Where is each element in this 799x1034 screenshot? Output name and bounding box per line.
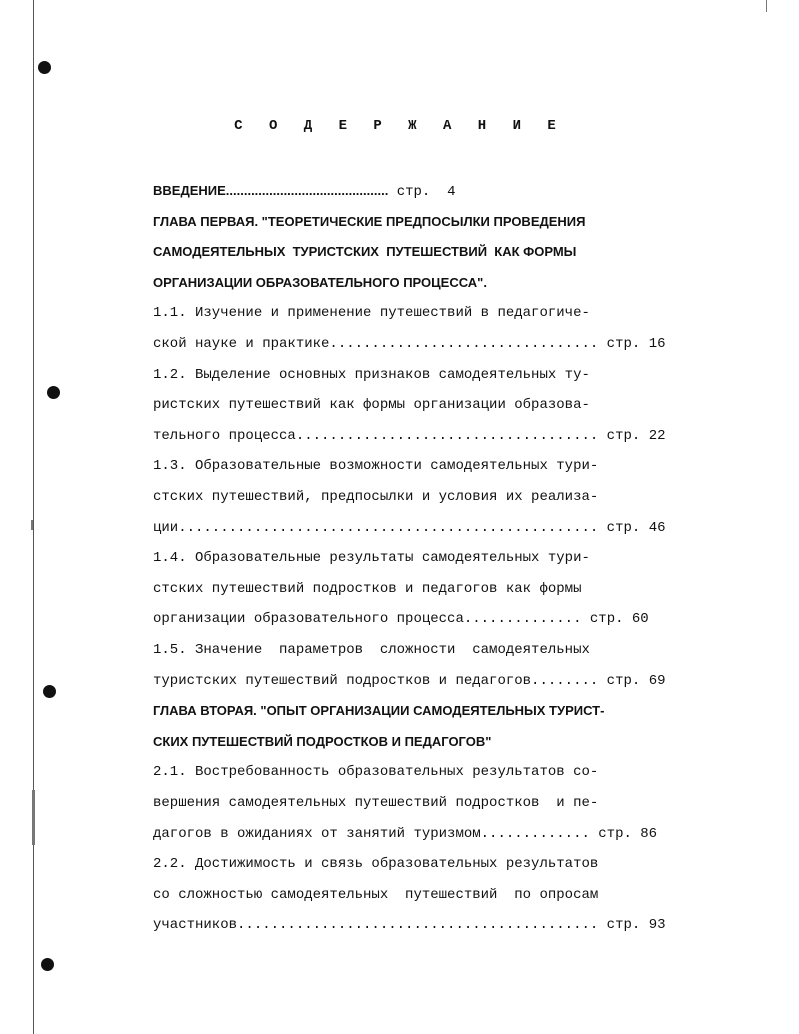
toc-line: [153, 884, 708, 906]
toc-entry-text: вершения самодеятельных путешествий подростков и пе-: [153, 795, 599, 811]
toc-line: [153, 853, 708, 875]
toc-line: [153, 241, 708, 263]
toc-line: [153, 547, 708, 569]
scan-edge-line: [33, 0, 34, 1034]
toc-entry-text: ристских путешествий как формы организации образова-: [153, 397, 590, 414]
toc-line: [153, 302, 708, 324]
toc-line: [153, 180, 708, 202]
toc-entry-text: стских путешествий, предпосылки и условия их реализа-: [153, 489, 599, 505]
toc-entry-text: СКИХ ПУТЕШЕСТВИЙ ПОДРОСТКОВ И ПЕДАГОГОВ": [153, 733, 492, 749]
toc-page-number: стр. 86: [589, 825, 658, 842]
toc-line: [153, 670, 708, 692]
toc-line: [153, 914, 708, 936]
toc-entry-text: организации образовательного процесса..............: [153, 611, 582, 628]
punch-hole-icon: [47, 386, 60, 399]
toc-entry-text: 1.3. Образовательные возможности самодеятельных тури-: [153, 458, 599, 475]
toc-line: [153, 792, 708, 814]
toc-line: [153, 425, 708, 447]
toc-entry-text: 2.1. Востребованность образовательных результатов со-: [153, 764, 599, 781]
page-title: С О Д Е Р Ж А Н И Е: [234, 118, 565, 134]
toc-entry-text: ской науке и практике................................: [153, 336, 599, 352]
toc-page-number: стр. 93: [598, 917, 666, 934]
toc-entry-text: 2.2. Достижимость и связь образовательных результатов: [153, 856, 599, 873]
toc-line: [153, 333, 708, 355]
toc-page-number: стр. 60: [581, 611, 649, 628]
punch-hole-icon: [41, 958, 54, 971]
toc-entry-text: участников...........................................: [153, 917, 599, 934]
toc-line: [153, 211, 708, 233]
toc-entry-text: 1.4. Образовательные результаты самодеятельных тури-: [153, 550, 590, 567]
toc-page-number: стр. 46: [598, 519, 666, 536]
toc-entry-text: стских путешествий подростков и педагогов как формы: [153, 580, 582, 597]
toc-entry-text: ОРГАНИЗАЦИИ ОБРАЗОВАТЕЛЬНОГО ПРОЦЕССА".: [153, 274, 487, 290]
toc-entry-text: со сложностью самодеятельных путешествий по опросам: [153, 886, 599, 903]
toc-entry-text: САМОДЕЯТЕЛЬНЫХ ТУРИСТСКИХ ПУТЕШЕСТВИЙ КАК ФОРМЫ: [153, 244, 577, 260]
toc-line: [153, 639, 708, 661]
toc-entry-text: дагогов в ожиданиях от занятий туризмом.............: [153, 825, 590, 842]
toc-line: [153, 455, 708, 477]
toc-entry-text: 1.5. Значение параметров сложности самодеятельных: [153, 642, 590, 658]
toc-line: [153, 272, 708, 294]
scan-artifact: [32, 790, 35, 845]
toc-page-number: стр. 69: [598, 672, 666, 689]
toc-page-number: стр. 16: [598, 336, 666, 352]
toc-line: [153, 731, 708, 753]
toc-entry-text: 1.2. Выделение основных признаков самодеятельных ту-: [153, 366, 590, 383]
toc-line: [153, 761, 708, 783]
toc-entry-text: ГЛАВА ПЕРВАЯ. "ТЕОРЕТИЧЕСКИЕ ПРЕДПОСЫЛКИ ПРОВЕДЕНИЯ: [153, 213, 586, 229]
punch-hole-icon: [38, 61, 51, 74]
toc-line: [153, 486, 708, 508]
scan-artifact: [766, 0, 767, 12]
toc-line: [153, 364, 708, 386]
toc-line: [153, 823, 708, 845]
toc-entry-text: ГЛАВА ВТОРАЯ. "ОПЫТ ОРГАНИЗАЦИИ САМОДЕЯТЕЛЬНЫХ ТУРИСТ-: [153, 703, 605, 719]
scan-artifact: [31, 520, 33, 530]
toc-entry-text: ции..................................................: [153, 519, 599, 536]
toc-entry-text: 1.1. Изучение и применение путешествий в педагогиче-: [153, 305, 590, 322]
toc-line: [153, 578, 708, 600]
toc-line: [153, 394, 708, 416]
toc-page-number: стр. 22: [598, 427, 666, 444]
toc-page-number: стр. 4: [388, 184, 456, 200]
toc-entry-text: туристских путешествий подростков и педагогов........: [153, 672, 599, 689]
toc-line: [153, 517, 708, 539]
toc-line: [153, 700, 708, 722]
toc-entry-text: ВВЕДЕНИЕ.............................................: [153, 183, 389, 198]
punch-hole-icon: [43, 685, 56, 698]
toc-line: [153, 608, 708, 630]
toc-entry-text: тельного процесса....................................: [153, 427, 599, 444]
